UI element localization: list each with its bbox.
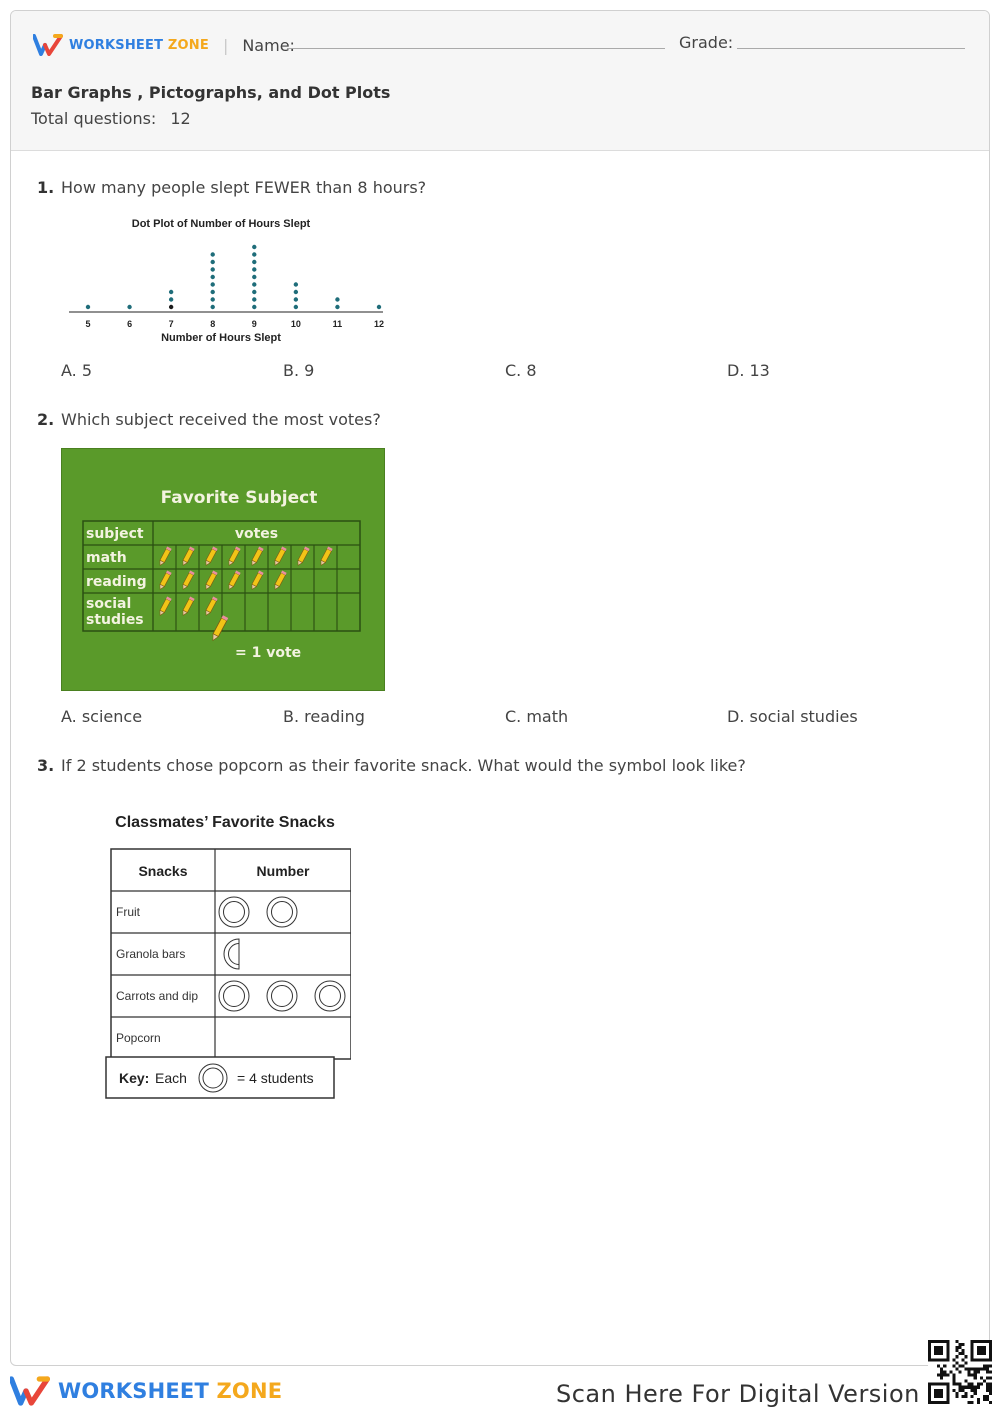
dot-point [169, 297, 173, 301]
footer-logo [10, 1376, 282, 1406]
row-label: reading [86, 574, 147, 590]
dot-point [211, 267, 215, 271]
dot-point [169, 290, 173, 294]
x-tick-label: 6 [127, 319, 133, 329]
name-field[interactable] [287, 48, 665, 49]
total-questions-value: 12 [170, 109, 191, 128]
option-d[interactable]: D. 13 [727, 361, 770, 380]
option-b[interactable]: B. 9 [283, 361, 315, 380]
pictograph-title: Favorite Subject [160, 488, 318, 508]
dot-point [86, 305, 90, 309]
x-tick-label: 12 [373, 319, 385, 329]
x-tick-label: 10 [290, 319, 301, 329]
x-tick-label: 5 [85, 319, 91, 329]
row-label: Fruit [116, 905, 140, 919]
brand-name: WORKSHEET ZONE [69, 37, 209, 53]
header-logo [33, 31, 295, 59]
question-2: 2. Which subject received the most votes? [37, 410, 381, 429]
row-label: studies [86, 612, 144, 628]
circle-icon [199, 1064, 227, 1092]
dot-point [127, 305, 131, 309]
dot-point [169, 305, 173, 309]
chart-title: Dot Plot of Number of Hours Slept [131, 218, 311, 230]
question-1-text: How many people slept FEWER than 8 hours? [61, 178, 427, 197]
footer-brand-name: WORKSHEET ZONE [58, 1379, 283, 1403]
row-label: Popcorn [116, 1031, 161, 1045]
favorite-subject-pictograph [61, 448, 385, 691]
dot-point [252, 252, 256, 256]
x-tick-label: 9 [251, 319, 257, 329]
worksheet-title: Bar Graphs , Pictographs, and Dot Plots [31, 83, 391, 102]
page-footer [0, 1366, 1000, 1414]
dot-point [252, 267, 256, 271]
dot-point [211, 305, 215, 309]
circle-icon [267, 981, 297, 1011]
column-header-votes: votes [234, 526, 279, 542]
grade-field[interactable] [737, 48, 965, 49]
dot-point [252, 282, 256, 286]
column-header-subject: subject [86, 526, 144, 542]
question-1-options [61, 361, 961, 380]
question-3: 3. If 2 students chose popcorn as their favorite snack. What would the symbol look like? [37, 756, 746, 775]
dot-point [211, 260, 215, 264]
question-2-options [61, 707, 961, 726]
favorite-snacks-pictograph [99, 807, 351, 1103]
pictograph-title: Classmates’ Favorite Snacks [115, 814, 335, 831]
scan-text: Scan Here For Digital Version [556, 1380, 920, 1408]
dot-point [252, 245, 256, 249]
worksheet-header [11, 11, 989, 151]
worksheetzone-logo-icon [33, 34, 63, 56]
total-questions: Total questions: 12 [31, 109, 191, 128]
qr-code-icon[interactable] [928, 1340, 992, 1404]
dot-point [294, 282, 298, 286]
dot-point [211, 297, 215, 301]
dot-point [335, 305, 339, 309]
x-axis-label: Number of Hours Slept [161, 332, 281, 344]
option-a[interactable]: A. science [61, 707, 143, 726]
dot-point [211, 275, 215, 279]
circle-icon [315, 981, 345, 1011]
key-bold-label: Key: [119, 1070, 150, 1086]
question-2-text: Which subject received the most votes? [61, 410, 381, 429]
x-tick-label: 8 [210, 319, 216, 329]
row-label: math [86, 550, 127, 566]
key-each-label: Each [155, 1070, 187, 1086]
key-value-label: = 4 students [237, 1070, 314, 1086]
row-label: social [86, 596, 132, 612]
option-d[interactable]: D. social studies [727, 707, 858, 726]
x-tick-label: 7 [168, 319, 174, 329]
circle-icon [219, 981, 249, 1011]
row-label: Granola bars [116, 947, 186, 961]
name-label: Name: [242, 35, 295, 55]
option-c[interactable]: C. 8 [505, 361, 537, 380]
question-3-text: If 2 students chose popcorn as their favorite snack. What would the symbol look like? [61, 756, 746, 775]
dot-point [294, 297, 298, 301]
dot-point [294, 290, 298, 294]
dot-point [252, 290, 256, 294]
option-b[interactable]: B. reading [283, 707, 365, 726]
dot-point [211, 282, 215, 286]
dot-point [252, 275, 256, 279]
dot-point [211, 290, 215, 294]
key-label: = 1 vote [235, 645, 302, 661]
option-c[interactable]: C. math [505, 707, 569, 726]
header-divider: | [222, 35, 229, 55]
column-header-snacks: Snacks [138, 863, 188, 879]
worksheetzone-logo-icon [10, 1376, 50, 1406]
worksheet-sheet [10, 10, 990, 1366]
dot-point [252, 297, 256, 301]
dot-point [252, 305, 256, 309]
question-1: 1. How many people slept FEWER than 8 hours? [37, 178, 427, 197]
snacks-key [106, 1057, 334, 1098]
circle-icon [219, 897, 249, 927]
dot-point [377, 305, 381, 309]
x-tick-label: 11 [332, 319, 343, 329]
circle-icon [267, 897, 297, 927]
grade-label: Grade: [679, 33, 734, 52]
dot-point [252, 260, 256, 264]
option-a[interactable]: A. 5 [61, 361, 93, 380]
dot-plot-chart [61, 211, 391, 347]
column-header-number: Number [256, 863, 310, 879]
dot-point [335, 297, 339, 301]
dot-point [294, 305, 298, 309]
row-label: Carrots and dip [116, 989, 199, 1003]
dot-point [211, 252, 215, 256]
